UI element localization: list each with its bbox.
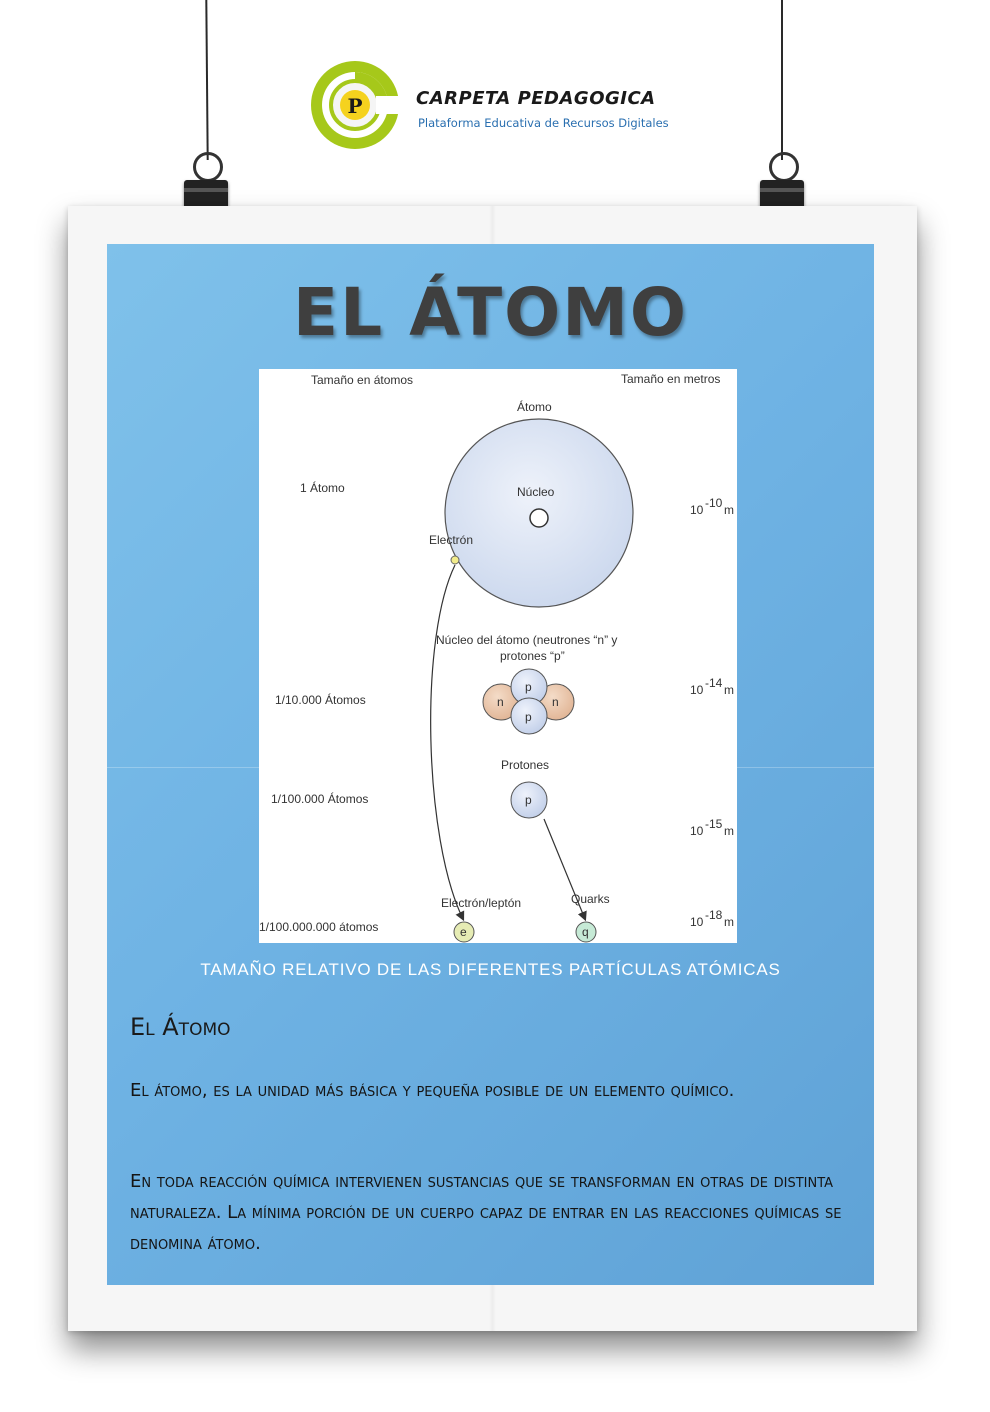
atom-label: Átomo (517, 400, 552, 414)
nucleus-cluster (483, 669, 574, 734)
paragraph-definition: El átomo, es la unidad más básica y pequeña posible de un elemento químico. (130, 1080, 735, 1101)
row-1-base: 10 (690, 503, 704, 517)
nucleus-label: Núcleo (517, 485, 555, 499)
row-3-exponent: -15 (705, 817, 723, 831)
electron-arrow (431, 565, 463, 919)
protons-label: Protones (501, 758, 550, 772)
neutron-label-left: n (497, 695, 504, 709)
poster-title: EL ÁTOMO (293, 274, 688, 351)
row-3-base: 10 (690, 824, 704, 838)
row-4-unit: m (724, 915, 734, 929)
quark-particle-label: q (582, 925, 589, 939)
electron-lepton-label: Electrón/leptón (441, 896, 522, 910)
logo-title: CARPETA PEDAGOGICA (416, 88, 656, 109)
header-atoms-size: Tamaño en átomos (311, 373, 414, 387)
hanging-wire-left (205, 0, 208, 160)
logo-letter: P (347, 94, 363, 118)
hanging-wire-right (781, 0, 783, 160)
proton-label: p (525, 793, 532, 807)
row-2-atoms: 1/10.000 Átomos (275, 693, 366, 707)
row-2-base: 10 (690, 683, 704, 697)
quarks-label: Quarks (571, 892, 610, 906)
electron-label: Electrón (429, 533, 474, 547)
nucleus-description-2: protones “p” (500, 649, 565, 663)
row-3-atoms: 1/100.000 Átomos (271, 792, 369, 806)
logo-subtitle: Plataforma Educativa de Recursos Digitales (418, 116, 669, 130)
carpeta-pedagogica-logo (308, 58, 688, 154)
proton-label-bottom: p (525, 710, 532, 724)
figure-caption: TAMAÑO RELATIVO DE LAS DIFERENTES PARTÍCULAS ATÓMICAS (200, 960, 781, 979)
row-4-base: 10 (690, 915, 704, 929)
logo-mark-icon (308, 58, 402, 152)
row-4-atoms: 1/100.000.000 átomos (259, 920, 379, 934)
row-1-atoms: 1 Átomo (300, 481, 345, 495)
electron-dot (451, 556, 459, 564)
row-4-exponent: -18 (705, 908, 723, 922)
proton-label-top: p (525, 680, 532, 694)
section-heading: El Átomo (130, 1013, 231, 1041)
header-meters-size: Tamaño en metros (621, 372, 721, 386)
neutron-label-right: n (552, 695, 559, 709)
nucleus-dot (530, 509, 548, 527)
electron-particle-label: e (460, 925, 467, 939)
paragraph-reaction: En toda reacción química intervienen sustancias que se transforman en otras de distinta naturaleza. La mínima porción de un cuerpo capaz de entrar en las reacciones químicas se denomina átomo. (130, 1171, 842, 1254)
atom-size-figure (259, 369, 737, 943)
row-2-exponent: -14 (705, 676, 723, 690)
row-1-unit: m (724, 503, 734, 517)
row-2-unit: m (724, 683, 734, 697)
row-1-exponent: -10 (705, 496, 723, 510)
row-3-unit: m (724, 824, 734, 838)
nucleus-description-1: Núcleo del átomo (neutrones “n” y (436, 633, 618, 647)
